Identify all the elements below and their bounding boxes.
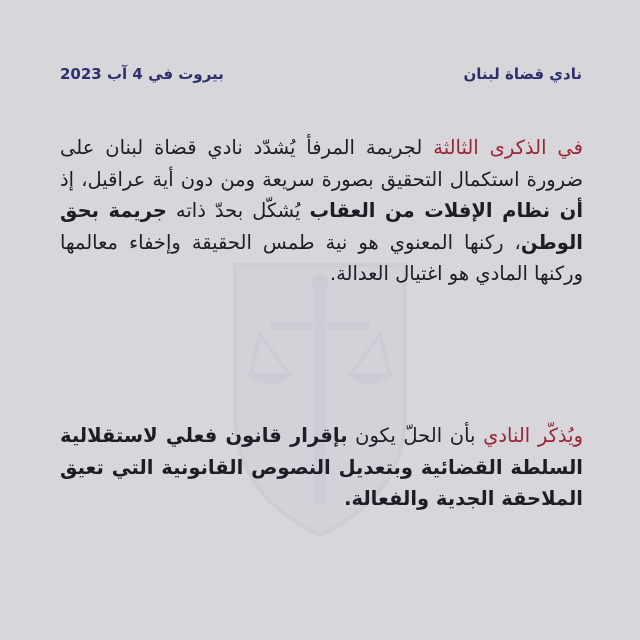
header <box>60 62 582 86</box>
paragraph-1-text-1: لجريمة المرفأ يُشدّد نادي قضاة لبنان على ضرورة استكمال التحقيق بصورة سريعة ومن دون أية عراقيل، إذ <box>60 136 583 191</box>
paragraph-1-text-2: يُشكّل بحدّ ذاته <box>166 199 310 222</box>
paragraph-2-text-1: بأن الحلّ يكون <box>347 424 484 447</box>
club-name: نادي قضاة لبنان <box>463 65 582 83</box>
paragraph-1-text-3: ، ركنها المعنوي هو نية طمس الحقيقة وإخفاء معالمها وركنها المادي هو اغتيال العدالة. <box>60 230 583 285</box>
paragraph-2-accent: ويُذكّر النادي <box>483 424 583 447</box>
place-date: بيروت في 4 آب 2023 <box>60 65 224 83</box>
paragraph-1-accent: في الذكرى الثالثة <box>433 136 583 159</box>
paragraph-1-bold-2: جريمة بحق الوطن <box>60 199 583 254</box>
paragraph-2 <box>60 420 583 515</box>
paragraph-1 <box>60 132 583 290</box>
paragraph-1-bold-1: أن نظام الإفلات من العقاب <box>309 199 584 222</box>
paragraph-2-bold-1: بإقرار قانون فعلي لاستقلالية السلطة القضائية وبتعديل النصوص القانونية التي تعيق الملاحقة الجدية والفعالة. <box>60 424 583 510</box>
